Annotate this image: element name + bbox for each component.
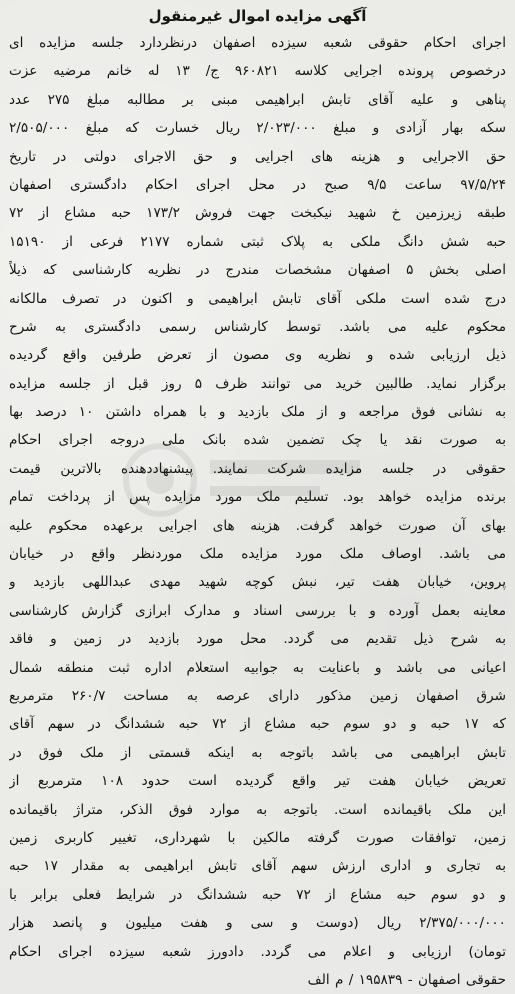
notice-line: این ملک باقیمانده است. باتوجه به موارد فوق الذکر، متراژ باقیمانده [9, 801, 506, 818]
notice-line: حبه شش دانگ ملکی به پلاک ثبتی شماره ۲۱۷۷ فرعی از ۱۵۱۹۰ [9, 233, 506, 250]
notice-line: برنده مزایده خواهد بود. تسلیم ملک مورد مزایده پس از پرداخت تمام [9, 489, 506, 506]
notice-line: معاینه بعمل آورده و با بررسی اسناد و مدارک ابرازی گزارش کارشناسی [9, 602, 506, 619]
notice-line: برگزار نماید. طالبین خرید می توانند ظرف ۵ روز قبل از جلسه مزایده [9, 375, 506, 392]
notice-line: به شرح ذیل تقدیم می گردد. محل مورد بازدید در زمین و فاقد [9, 631, 506, 648]
notice-body [9, 29, 506, 994]
notice-line: طبقه زیرزمین خ شهید نیکبخت جهت فروش ۱۷۳/۲ حبه مشاع از ۷۲ [9, 205, 506, 222]
notice-line: درخصوص پرونده اجرایی کلاسه ۹۶۰۸۲۱ ج/ ۱۳ له خانم مرضیه عزت [9, 63, 506, 80]
notice-line: پناهی و علیه آقای تابش ابراهیمی مبنی بر مطالبه مبلغ ۲۷۵ عدد [9, 91, 506, 108]
notice-line: اجرای احکام حقوقی شعبه سیزده اصفهان درنظردارد جلسه مزایده ای [9, 35, 506, 51]
notice-line: تابش ابراهیمی می باشد باتوجه به اینکه قسمتی از ملک فوق در [9, 744, 506, 761]
notice-line: و دو سوم حبه مشاع از ۷۲ حبه ششدانگ در شرایط فعلی برابر با [9, 886, 506, 903]
notice-line: پروین، خیابان هفت تیر، نبش کوچه شهید مهدی عبداللهی بازدید و [9, 574, 506, 591]
notice-line: اعیانی می باشد و باعنایت به جوابیه استعلام اداره ثبت منطقه شمال [9, 659, 506, 676]
notice-line: ۹۷/۵/۲۴ ساعت ۹/۵ صبح در محل اجرای احکام دادگستری اصفهان [9, 176, 506, 193]
notice-line: محکوم علیه می باشد. توسط کارشناس رسمی دادگستری به شرح [9, 318, 506, 335]
notice-line: بهای آن صورت خواهد گرفت. هزینه های اجرایی برعهده محکوم علیه [9, 517, 506, 534]
notice-line: می باشد. اوصاف ملک مورد مزایده ملک موردنظر واقع در خیابان [9, 546, 506, 563]
notice-line: به نشانی فوق مراجعه و از ملک بازدید و با همراه داشتن ۱۰ درصد بها [9, 404, 506, 421]
notice-line: شرق اصفهان زمین مذکور دارای عرصه به مساحت ۲۶۰/۷ مترمربع [9, 687, 506, 704]
notice-line: زمین، توافقات صورت گرفته مالکین با شهرداری، تغییر کاربری زمین [9, 829, 506, 846]
notice-line: که ۱۷ حبه و دو سوم حبه مشاع از ۷۲ حبه ششدانگ در سهم آقای [9, 716, 506, 733]
notice-line: اصلی بخش ۵ اصفهان مشخصات مندرج در نظریه کارشناسی که ذیلاً [9, 262, 506, 279]
notice-line: تومان) ارزیابی و اعلام می گردد. دادورز شعبه سیزده اجرای احکام [9, 943, 506, 960]
notice-line-last: حقوقی اصفهان - ۱۹۵۸۳۹ / م الف [307, 971, 506, 988]
notice-line: به صورت نقد یا چک تضمین شده بانک ملی دروجه اجرای احکام [9, 432, 506, 449]
notice-line: ۲/۳۷۵/۰۰۰/۰۰۰ ریال (دوست و سی و هفت میلیون و پانصد هزار [9, 915, 506, 932]
notice-line: حق الاجرایی و هزینه های اجرایی و حق الاجرای دولتی در تاریخ [9, 148, 506, 165]
notice-line: حقوقی در جلسه مزایده شرکت نمایند. پیشنهاددهنده بالاترین قیمت [9, 460, 506, 477]
notice-line: تعریض خیابان هفت تیر واقع گردیده است حدود ۱۰۸ مترمربع از [9, 773, 506, 790]
notice-line: ذیل ارزیابی شده و نظریه وی مصون از تعرض طرفین واقع گردیده [9, 347, 506, 364]
notice-line: سکه بهار آزادی و مبلغ ۲/۰۲۳/۰۰۰ ریال خسارت که مبلغ ۲/۵۰۵/۰۰۰ [9, 120, 506, 137]
notice-line: به تجاری و اداری ارزش سهم آقای تابش ابراهیمی به مقدار ۱۷ حبه [9, 858, 506, 875]
notice-line: درج شده است ملکی آقای تابش ابراهیمی و اکنون در تصرف مالکانه [9, 290, 506, 307]
notice-title: آگهی مزایده اموال غیرمنقول [148, 7, 367, 25]
